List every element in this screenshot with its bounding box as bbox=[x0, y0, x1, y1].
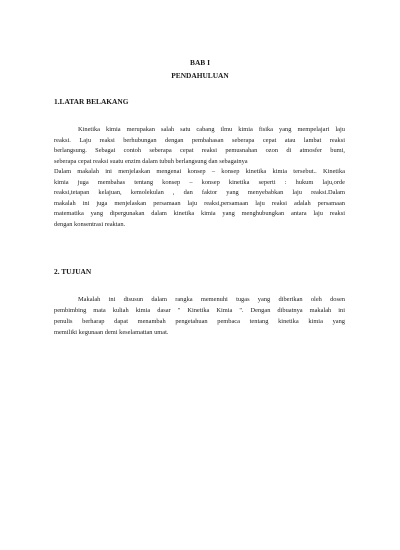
paragraph-intro bbox=[54, 125, 345, 167]
paragraph-line: reaksi. Laju reaksi berhubungan dengan pembahasan seberapa cepat atau lambat reaksi bbox=[54, 136, 345, 144]
paragraph-line: Makalah ini disusun dalam rangka memenuhi tugas yang diberikan oleh dosen bbox=[78, 296, 345, 303]
paragraph-line: dengan konsentrasi reaktan. bbox=[54, 220, 126, 228]
chapter-title: PENDAHULUAN bbox=[171, 71, 229, 80]
paragraph-line: makalah ini juga menjelaskan persamaan laju reaksi,persamaan laju reaksi adalah persamaan bbox=[54, 199, 345, 207]
paragraph-line: matematika yang dipergunakan dalam kinetika kimia yang menghubungkan antara laju reaksi bbox=[54, 210, 345, 218]
paragraph-line: reaksi,tetapan kelajuan, kemolekulan , dan faktor yang menyebabkan laju reaksi.Dalam bbox=[54, 189, 345, 197]
paragraph-line: berlangsung. Sebagai contoh seberapa cepat reaksi pemusnahan ozon di atmosfer bumi, bbox=[54, 147, 345, 154]
paragraph-line: seberapa cepat reaksi suatu enzim dalam tubuh berlangsung dan sebagainya bbox=[54, 157, 248, 165]
section-heading-tujuan: 2. TUJUAN bbox=[54, 267, 92, 276]
paragraph-purpose bbox=[54, 294, 345, 338]
paragraph-line: penulis berharap dapat menambah pengetahuan pembaca tentang kinetika kimia yang bbox=[54, 318, 345, 325]
section-heading-latar-belakang: 1.LATAR BELAKANG bbox=[54, 97, 129, 106]
paragraph-line: pembimbing mata kuliah kimia dasar " Kinetika Kimia ". Dengan dibuatnya makalah ini bbox=[54, 307, 345, 314]
paragraph-line: kimia juga membahas tentang konsep – konsep kinetika seperti : hukum laju,orde bbox=[54, 178, 345, 186]
paragraph-line: Dalam makalah ini menjelaskan mengenai konsep – konsep kinetika kimia tersebut.. Kinetika bbox=[54, 168, 345, 175]
paragraph-line: memiliki kegunaan demi keselamattan umat. bbox=[54, 329, 169, 336]
paragraph-scope bbox=[54, 167, 345, 231]
paragraph-line: Kinetika kimia merupakan salah satu cabang ilmu kimia fisika yang mempelajari laju bbox=[78, 126, 345, 133]
chapter-number: BAB I bbox=[190, 58, 210, 67]
